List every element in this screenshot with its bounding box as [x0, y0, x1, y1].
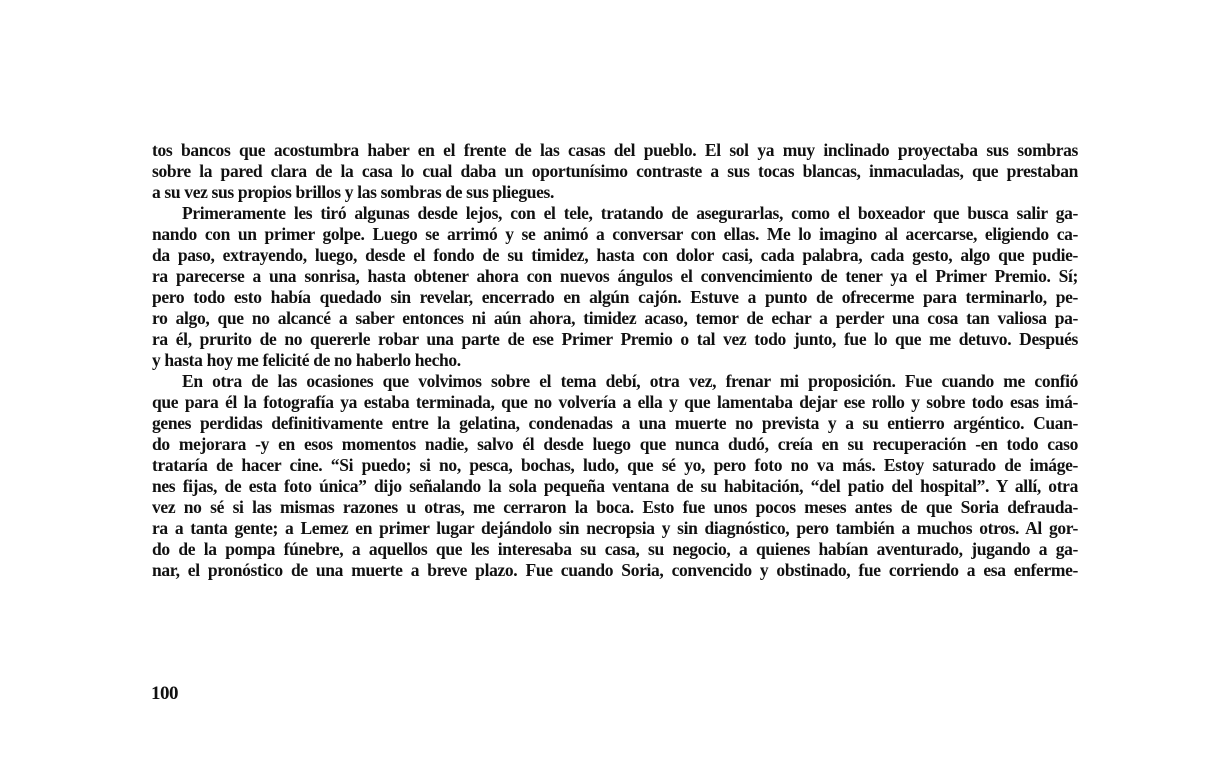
text-line: a su vez sus propios brillos y las sombras de sus pliegues. [152, 182, 555, 202]
text-line: ro algo, que no alcancé a saber entonces ni aún ahora, timidez acaso, temor de echar a perder una cosa tan valiosa pa- [152, 308, 1078, 328]
text-line: Primeramente les tiró algunas desde lejos, con el tele, tratando de asegurarlas, como el boxeador que busca salir ga- [182, 203, 1078, 223]
text-line: ra a tanta gente; a Lemez en primer lugar dejándolo sin necropsia y sin diagnóstico, pero también a muchos otros. Al gor- [152, 518, 1078, 538]
body-text [152, 140, 1078, 581]
text-line: y hasta hoy me felicité de no haberlo hecho. [152, 350, 461, 370]
page-number: 100 [151, 683, 178, 704]
text-line: En otra de las ocasiones que volvimos sobre el tema debí, otra vez, frenar mi proposición. Fue cuando me confió [182, 371, 1078, 391]
text-line: nar, el pronóstico de una muerte a breve plazo. Fue cuando Soria, convencido y obstinado, fue corriendo a esa enferme- [152, 560, 1078, 580]
text-line: do de la pompa fúnebre, a aquellos que les interesaba su casa, su negocio, a quienes habían aventurado, jugando a ga- [152, 539, 1078, 559]
text-line: pero todo esto había quedado sin revelar, encerrado en algún cajón. Estuve a punto de ofrecerme para terminarlo, pe- [152, 287, 1078, 307]
text-line: trataría de hacer cine. “Si puedo; si no, pesca, bochas, ludo, que sé yo, pero foto no va más. Estoy saturado de imáge- [152, 455, 1078, 475]
text-line: vez no sé si las mismas razones u otras, me cerraron la boca. Esto fue unos pocos meses antes de que Soria defrauda- [152, 497, 1078, 517]
text-line: sobre la pared clara de la casa lo cual daba un oportunísimo contraste a sus tocas blancas, inmaculadas, que prestaban [152, 161, 1078, 181]
text-line: nes fijas, de esta foto única” dijo señalando la sola pequeña ventana de su habitación, “del patio del hospital”. Y allí, otra [152, 476, 1078, 496]
text-line: que para él la fotografía ya estaba terminada, que no volvería a ella y que lamentaba dejar ese rollo y sobre todo esas imá- [152, 392, 1078, 412]
text-line: da paso, extrayendo, luego, desde el fondo de su timidez, hasta con dolor casi, cada palabra, cada gesto, algo que pudie- [152, 245, 1078, 265]
text-line: tos bancos que acostumbra haber en el frente de las casas del pueblo. El sol ya muy inclinado proyectaba sus sombras [152, 140, 1078, 160]
text-line: do mejorara -y en esos momentos nadie, salvo él desde luego que nunca dudó, creía en su recuperación -en todo caso [152, 434, 1078, 454]
text-line: genes perdidas definitivamente entre la gelatina, condenadas a una muerte no prevista y a su entierro argéntico. Cuan- [152, 413, 1078, 433]
text-line: nando con un primer golpe. Luego se arrimó y se animó a conversar con ellas. Me lo imagino al acercarse, eligiendo ca- [152, 224, 1078, 244]
text-line: ra parecerse a una sonrisa, hasta obtener ahora con nuevos ángulos el convencimiento de tener ya el Primer Premio. Sí; [152, 266, 1078, 286]
text-line: ra él, prurito de no quererle robar una parte de ese Primer Premio o tal vez todo junto, fue lo que me detuvo. Después [152, 329, 1078, 349]
